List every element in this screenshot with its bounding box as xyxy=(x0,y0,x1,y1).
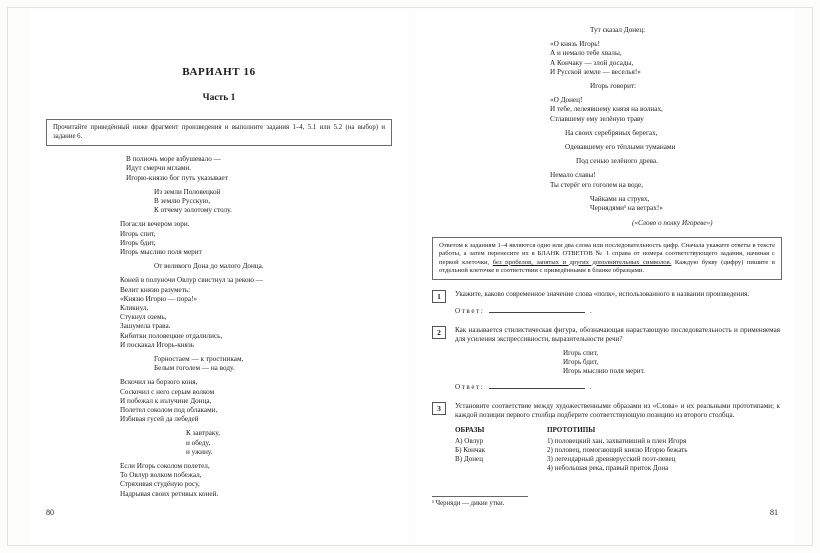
poem-line: К завтраку, xyxy=(186,429,220,438)
task-3-match-table xyxy=(455,426,782,473)
poem-line: Погасли вечером зори. xyxy=(120,220,190,229)
poem-line: В землю Русскую, xyxy=(154,197,211,205)
poem-line: Одевавшему его тёплыми туманами xyxy=(565,143,676,152)
poem-line: Соскочил с него серым волком xyxy=(120,387,215,396)
poem-line: И тебе, лелеявшему князя на волнах, xyxy=(550,105,663,114)
task-3-body xyxy=(455,402,782,473)
match-prototype-item: 3) легендарный древнерусский поэт-певец xyxy=(547,455,676,464)
page-right xyxy=(416,10,794,543)
match-prototype-item: 4) небольшая река, правый приток Дона xyxy=(547,464,669,473)
poem-line: Под сенью зелёного древа. xyxy=(576,157,658,166)
poem-line: Горностаем — к тростникам, xyxy=(154,355,244,364)
poem-line: Стлавшему ему зелёную траву xyxy=(550,114,644,123)
poem-line: Ты стерёг его гоголем на воде, xyxy=(550,180,644,189)
task-3 xyxy=(432,402,782,473)
poem-line: Зашумела трава. xyxy=(120,322,171,331)
page-left xyxy=(30,10,408,543)
task-2 xyxy=(432,326,782,392)
poem-line: Вскочил на борзого коня, xyxy=(120,378,198,387)
poem-line: Чайками на струях, xyxy=(590,194,650,203)
poem-fragment-right xyxy=(432,26,782,213)
task-1-answer-line xyxy=(455,305,782,316)
poem-fragment-left xyxy=(46,155,392,499)
poem-attribution: («Слово о полку Игореве») xyxy=(632,219,713,228)
task-1-text: Укажите, каково современное значение слова «полк», использованного в названии произведения. xyxy=(455,290,750,299)
footnote-separator xyxy=(432,496,528,497)
match-column-prototypes xyxy=(547,426,782,473)
read-fragment-instruction-box xyxy=(46,119,392,146)
task-2-answer-suffix: . xyxy=(589,383,592,392)
task-1-answer-label: Ответ: xyxy=(455,306,485,315)
poem-line: «О князь Игорь! xyxy=(550,40,600,49)
poem-line: Игорь мыслию поля мерит xyxy=(120,248,202,257)
match-prototypes-list xyxy=(547,437,782,473)
poem-line: и обеду, xyxy=(186,438,211,447)
poem-line: Избивая гусей да лебедей xyxy=(120,415,199,424)
poem-line: Белым гоголем — на воду. xyxy=(154,364,235,373)
task-2-text: Как называется стилистическая фигура, обозначающая нарастающую последовательность и применяемая для усиления экспрессивности, выразительности речи? xyxy=(455,325,780,343)
poem-line: Велит князю разуметь: xyxy=(120,285,191,294)
task-1-body xyxy=(455,290,782,316)
poem-line: Игорю-князю бог путь указывает xyxy=(126,173,228,182)
poem-line: Кликнул, xyxy=(120,304,149,313)
match-prototypes-header: ПРОТОТИПЫ xyxy=(547,426,596,435)
page-number-left: 80 xyxy=(46,508,54,517)
poem-line: Кибитки половецкие отдалились, xyxy=(120,331,223,340)
match-prototype-item: 2) половец, помогающий князю Игорю бежать xyxy=(547,446,688,455)
match-images-header: ОБРАЗЫ xyxy=(455,426,485,435)
poem-line: «О Донец! xyxy=(550,96,583,105)
poem-line: И побежал к излучине Донца, xyxy=(120,396,212,405)
variant-title: ВАРИАНТ 16 xyxy=(182,66,256,78)
quote-line: Игорь мыслию поля мерит. xyxy=(563,366,645,375)
task-1-number-box: 1 xyxy=(432,290,446,303)
answer-form-instruction-box xyxy=(432,237,782,280)
poem-line: И Русской земле — веселья!» xyxy=(550,67,641,76)
poem-line: Полетел соколом под облаками, xyxy=(120,406,218,415)
task-1-answer-suffix: . xyxy=(589,306,592,315)
tasks-section xyxy=(432,290,782,473)
poem-line: Игорь говорит: xyxy=(590,82,637,91)
task-1 xyxy=(432,290,782,316)
poem-line: На своих серебряных берегах, xyxy=(565,128,658,137)
match-image-item: Б) Кончак xyxy=(455,446,486,455)
match-image-item: В) Донец xyxy=(455,455,483,464)
task-2-answer-label: Ответ: xyxy=(455,383,485,392)
footnote-text: ¹ Черняди — дикие утки. xyxy=(432,500,505,507)
poem-line: От великого Дона до малого Донца. xyxy=(154,262,264,271)
poem-line: Коней в полуночи Овлур свистнул за рекою — xyxy=(120,276,263,285)
poem-line: И поскакал Игорь-князь xyxy=(120,340,194,349)
task-2-answer-line xyxy=(455,381,782,392)
poem-line: А Кончаку — злой досады, xyxy=(550,58,634,67)
page-number-right: 81 xyxy=(770,508,778,517)
task-1-answer-blank xyxy=(489,305,585,313)
poem-line: и ужину. xyxy=(186,447,213,456)
footnote xyxy=(432,496,528,507)
poem-line: Игорь спит, xyxy=(120,229,156,238)
poem-line: Идут смерчи мглами. xyxy=(126,164,192,173)
answer-instruction-underlined: без пробелов, запятых и других дополнительных символов. xyxy=(492,258,672,266)
poem-line: Из земли Половецкой xyxy=(154,187,221,196)
poem-line: Игорь бдит, xyxy=(120,238,156,247)
poem-line: А и немало тебе хвалы, xyxy=(550,49,622,58)
task-2-answer-blank xyxy=(489,381,585,389)
answer-instruction-part1: Ответом к заданиям 1–4 являются одно или два слова или последовательность цифр. Сначала укажите ответы в тексте работы, а затем перенесите их в БЛАНК ОТВЕТОВ № 1 справа от номера соответствующего задания, начиная с первой клеточки, xyxy=(439,242,775,266)
match-prototype-item: 1) половецкий хан, захвативший в плен Игоря xyxy=(547,437,687,446)
task-3-text: Установите соответствие между художественными образами из «Слова» и их реальными прототипами; к каждой позиции первого столбца подберите соответствующую позицию из второго столбца. xyxy=(455,402,780,420)
answer-instruction-part2: Каждую букву (цифру) пишите в отдельной клеточке в соответствии с приведёнными в бланке образцами. xyxy=(439,258,776,274)
poem-line: Тут сказал Донец: xyxy=(590,26,646,34)
poem-line: В полночь море взбушевало — xyxy=(126,155,221,164)
poem-line: Чернядями¹ на ветрах!» xyxy=(590,204,663,213)
poem-line: «Князю Игорю — пора!» xyxy=(120,294,198,303)
poem-line: Надрывая своих ретивых коней. xyxy=(120,489,219,498)
poem-line: Если Игорь соколом полетел, xyxy=(120,462,210,471)
match-images-list xyxy=(455,437,547,464)
match-column-images xyxy=(455,426,547,473)
poem-line: Стряхивая студёную росу, xyxy=(120,480,200,489)
task-2-quote xyxy=(563,349,782,376)
quote-line: Игорь бдит, xyxy=(563,357,599,366)
quote-line: Игорь спит, xyxy=(563,348,599,357)
task-2-number-box: 2 xyxy=(432,326,446,339)
part-title: Часть 1 xyxy=(202,93,236,103)
task-2-body xyxy=(455,326,782,392)
poem-line: Немало славы! xyxy=(550,171,596,180)
read-fragment-instruction-text: Прочитайте приведённый ниже фрагмент произведения и выполните задания 1–4, 5.1 или 5.2 (на выбор) и задание 6. xyxy=(53,124,385,140)
poem-line: К отчему золотому столу. xyxy=(154,206,232,215)
poem-line: То Овлур волком побежал, xyxy=(120,471,202,480)
match-image-item: А) Овлур xyxy=(455,437,484,446)
poem-line: Стукнул оземь, xyxy=(120,313,167,322)
task-3-number-box: 3 xyxy=(432,402,446,415)
